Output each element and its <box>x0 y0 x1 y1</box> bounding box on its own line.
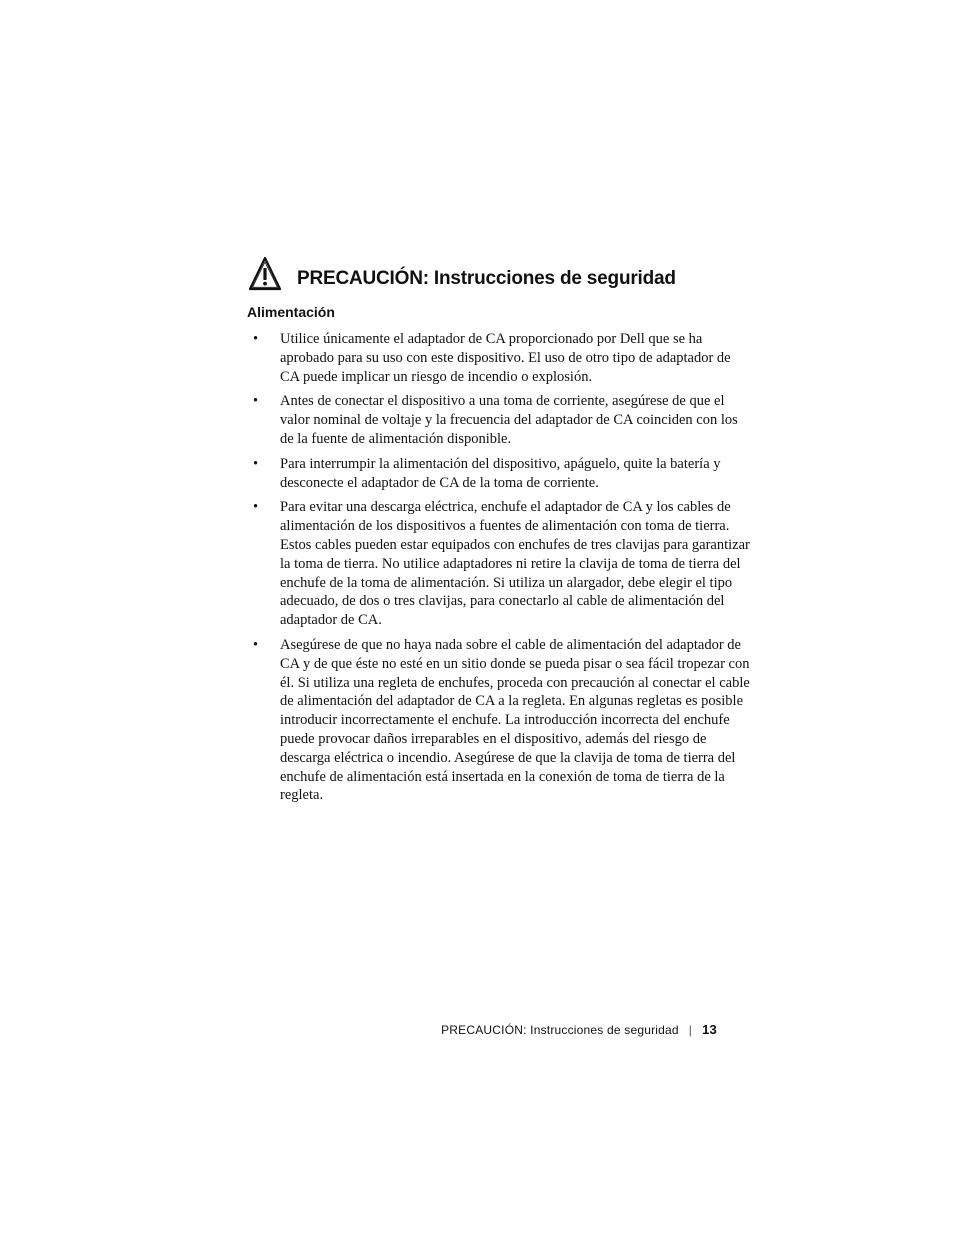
list-item-text: Para evitar una descarga eléctrica, enchufe el adaptador de CA y los cables de alimentación de los dispositivos a fuentes de alimentación con toma de tierra. Estos cables pueden estar equipados con enchufes de tres clavijas para garantizar la toma de tierra. No utilice adaptadores ni retire la clavija de toma de tierra del enchufe de la toma de alimentación. Si utiliza un alargador, debe elegir el tipo adecuado, de dos o tres clavijas, para conectarlo al cable de alimentación del adaptador de CA. <box>280 499 750 629</box>
list-item <box>253 455 753 493</box>
page-title: PRECAUCIÓN: Instrucciones de seguridad <box>297 268 676 289</box>
list-item <box>253 636 753 805</box>
footer-separator: | <box>688 1023 693 1037</box>
list-item <box>253 330 753 386</box>
list-item-text: Para interrumpir la alimentación del dispositivo, apáguelo, quite la batería y desconecte el adaptador de CA de la toma de corriente. <box>280 455 721 491</box>
bullet-marker: • <box>253 636 259 653</box>
list-item <box>253 498 753 630</box>
bullet-list <box>253 330 753 811</box>
section-title: Alimentación <box>247 304 335 320</box>
list-item-text: Asegúrese de que no haya nada sobre el cable de alimentación del adaptador de CA y de que éste no esté en un sitio donde se pueda pisar o sea fácil tropezar con él. Si utiliza una regleta de enchufes, proceda con precaución al conectar el cable de alimentación del adaptador de CA a la regleta. En algunas regletas es posible introducir incorrectamente el enchufe. La introducción incorrecta del enchufe puede provocar daños irreparables en el dispositivo, además del riesgo de descarga eléctrica o incendio. Asegúrese de que la clavija de toma de tierra del enchufe de alimentación está insertada en la conexión de toma de tierra de la regleta. <box>280 636 750 804</box>
caution-triangle-icon <box>249 256 281 292</box>
bullet-marker: • <box>253 331 259 347</box>
page-footer <box>441 1022 717 1037</box>
list-item <box>253 392 753 448</box>
bullet-marker: • <box>253 499 259 516</box>
footer-title: PRECAUCIÓN: Instrucciones de seguridad <box>441 1023 679 1037</box>
page-number: 13 <box>702 1022 717 1037</box>
heading-row <box>247 256 767 296</box>
bullet-marker: • <box>253 393 259 410</box>
bullet-marker: • <box>253 455 259 472</box>
list-item-text: Utilice únicamente el adaptador de CA proporcionado por Dell que se ha aprobado para su uso con este dispositivo. El uso de otro tipo de adaptador de CA puede implicar un riesgo de incendio o explosión. <box>280 331 731 385</box>
list-item-text: Antes de conectar el dispositivo a una toma de corriente, asegúrese de que el valor nominal de voltaje y la frecuencia del adaptador de CA coinciden con los de la fuente de alimentación disponible. <box>280 393 738 447</box>
